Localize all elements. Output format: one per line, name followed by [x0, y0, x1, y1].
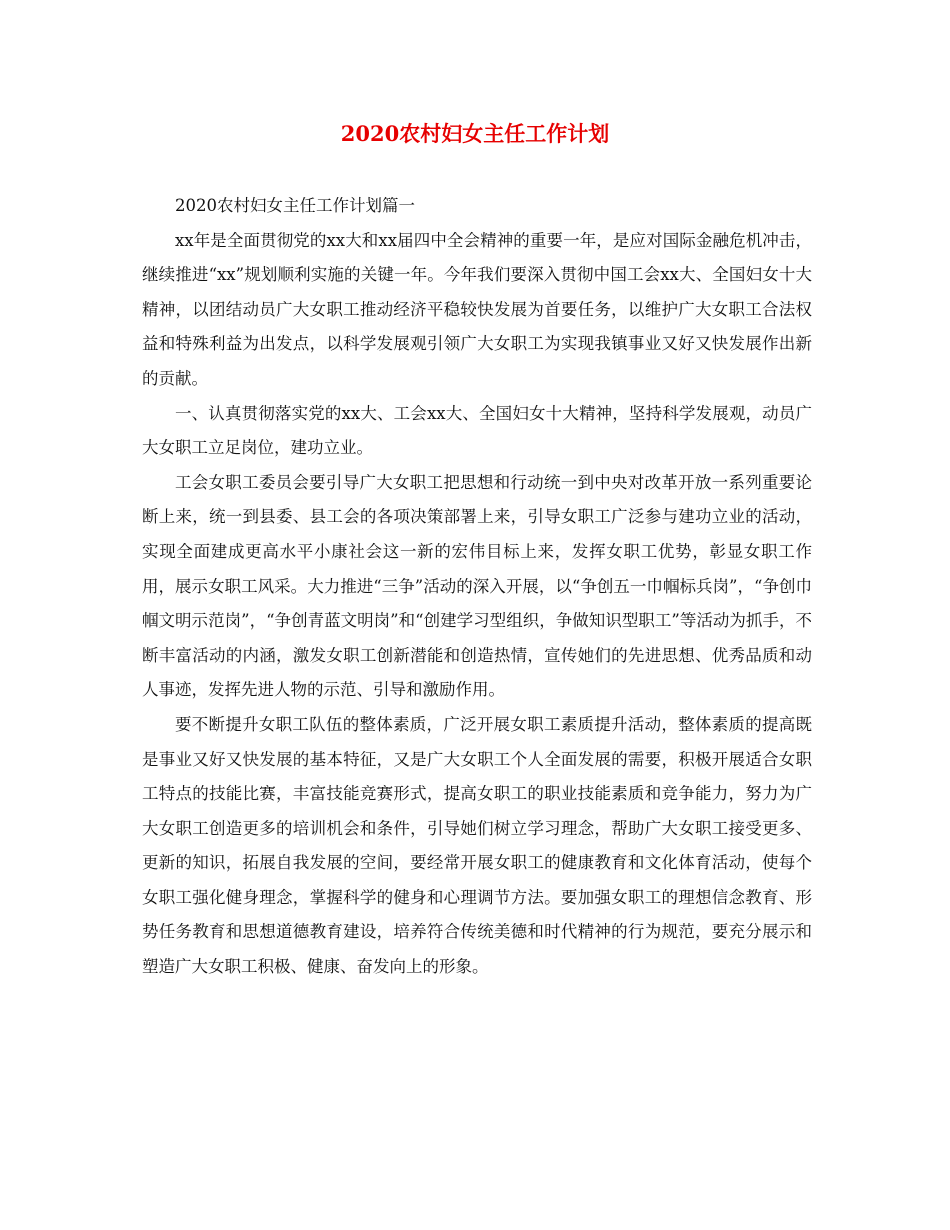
- paragraph-quality: 要不断提升女职工队伍的整体素质，广泛开展女职工素质提升活动，整体素质的提高既是事业又好又快发展的基本特征，又是广大女职工个人全面发展的需要，积极开展适合女职工特点的技能比赛，丰富技能竞赛形式，提高女职工的职业技能素质和竞争能力，努力为广大女职工创造更多的培训机会和条件，引导她们树立学习理念，帮助广大女职工接受更多、更新的知识，拓展自我发展的空间，要经常开展女职工的健康教育和文化体育活动，使每个女职工强化健身理念，掌握科学的健身和心理调节方法。要加强女职工的理想信念教育、形势任务教育和思想道德教育建设，培养符合传统美德和时代精神的行为规范，要充分展示和塑造广大女职工积极、健康、奋发向上的形象。: [142, 714, 812, 977]
- document-body: [142, 189, 812, 985]
- document-title: 2020农村妇女主任工作计划: [340, 121, 610, 146]
- paragraph-point-one: 一、认真贯彻落实党的xx大、工会xx大、全国妇女十大精神，坚持科学发展观，动员广大女职工立足岗位，建功立业。: [142, 403, 812, 458]
- paragraph-guidance: 工会女职工委员会要引导广大女职工把思想和行动统一到中央对改革开放一系列重要论断上来，统一到县委、县工会的各项决策部署上来，引导女职工广泛参与建功立业的活动，实现全面建成更高水平小康社会这一新的宏伟目标上来，发挥女职工优势，彰显女职工作用，展示女职工风采。大力推进“三争”活动的深入开展，以“争创五一巾帼标兵岗”，“争创巾帼文明示范岗”，“争创青蓝文明岗”和“创建学习型组织，争做知识型职工”等活动为抓手，不断丰富活动的内涵，激发女职工创新潜能和创造热情，宣传她们的先进思想、优秀品质和动人事迹，发挥先进人物的示范、引导和激励作用。: [142, 472, 812, 700]
- section-heading: 2020农村妇女主任工作计划篇一: [175, 196, 415, 215]
- paragraph-intro: xx年是全面贯彻党的xx大和xx届四中全会精神的重要一年，是应对国际金融危机冲击，继续推进“xx”规划顺利实施的关键一年。今年我们要深入贯彻中国工会xx大、全国妇女十大精神，以团结动员广大女职工推动经济平稳较快发展为首要任务，以维护广大女职工合法权益和特殊利益为出发点，以科学发展观引领广大女职工为实现我镇事业又好又快发展作出新的贡献。: [142, 230, 812, 388]
